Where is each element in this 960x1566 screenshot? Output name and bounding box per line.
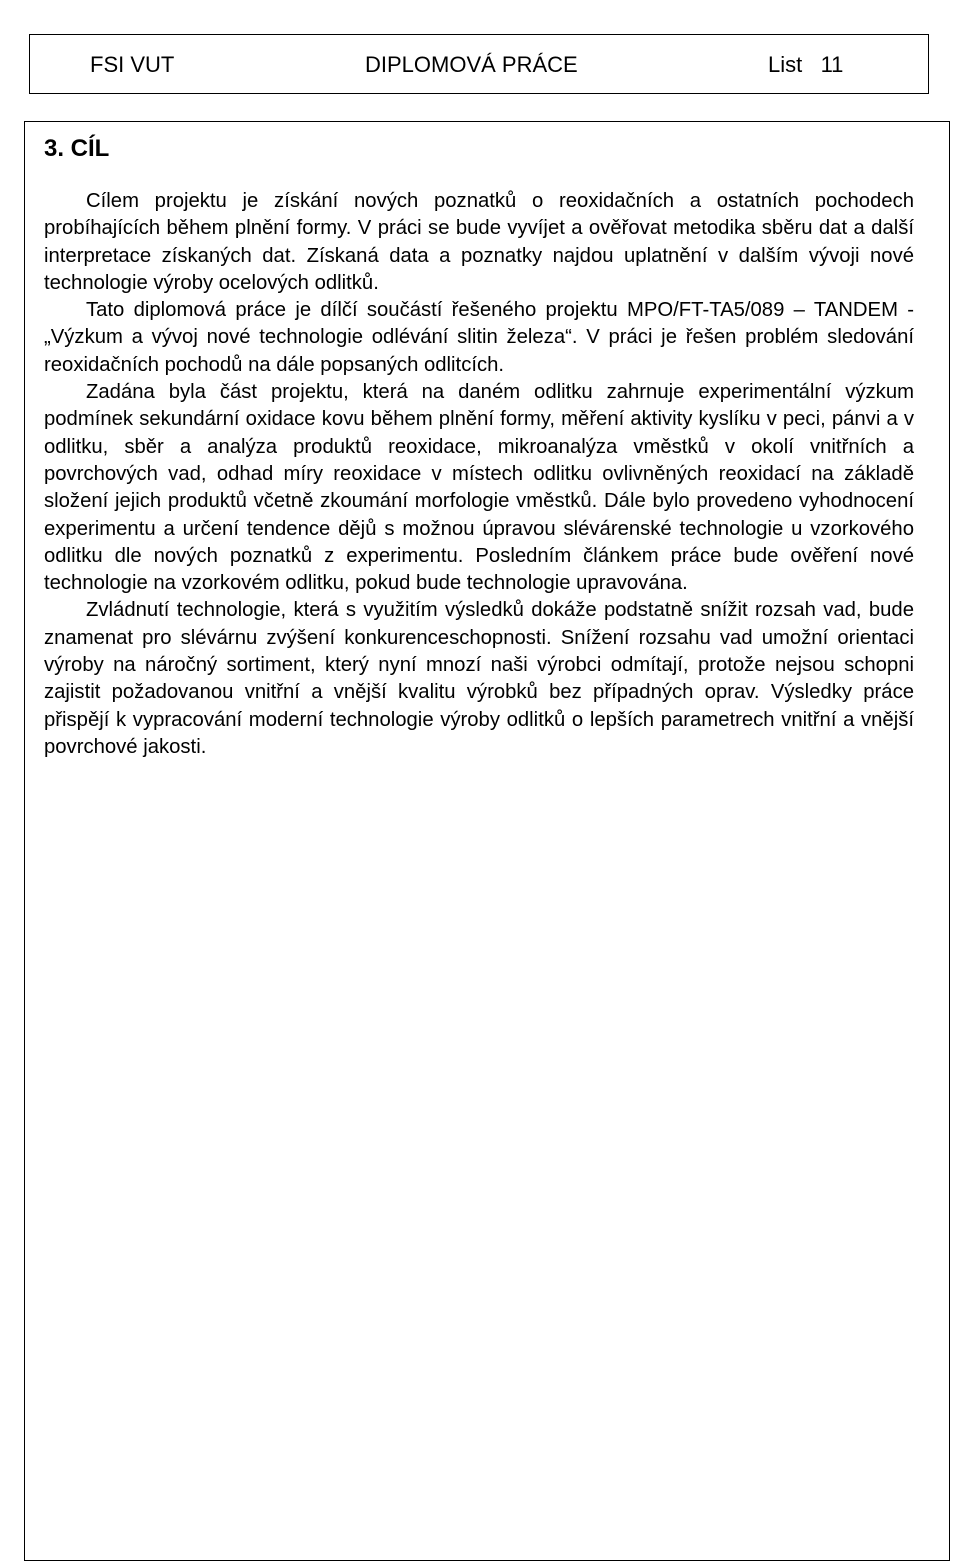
header-page-number: List 11 bbox=[768, 52, 844, 77]
paragraph: Zvládnutí technologie, která s využitím výsledků dokáže podstatně snížit rozsah vad, bude znamenat pro slévárnu zvýšení konkurenceschopnosti. Snížení rozsahu vad umožní orientaci výroby na náročný sortiment, který nyní mnozí naši výrobci odmítají, protože nejsou schopni zajistit požadovanou vnitřní a vnější kvalitu výrobků bez případných oprav. Výsledky práce přispějí k vypracování moderní technologie výroby odlitků o lepších parametrech vnitřní a vnější povrchové jakosti. bbox=[44, 599, 914, 758]
paragraph: Tato diplomová práce je dílčí součástí řešeného projektu MPO/FT-TA5/089 – TANDEM - „Výzkum a vývoj nové technologie odlévání slitin železa“. V práci je řešen problém sledování reoxidačních pochodů na dále popsaných odlitcích. bbox=[44, 299, 914, 376]
header-faculty: FSI VUT bbox=[90, 52, 175, 77]
paragraph: Zadána byla část projektu, která na daném odlitku zahrnuje experimentální výzkum podmínek sekundární oxidace kovu během plnění formy, měření aktivity kyslíku v peci, pánvi a v odlitku, sběr a analýza produktů reoxidace, mikroanalýza vměstků v okolí vnitřních a povrchových vad, odhad míry reoxidace v místech odlitku ovlivněných reoxidací na základě složení jejich produktů včetně zkoumání morfologie vměstků. Dále bylo provedeno vyhodnocení experimentu a určení tendence dějů s možnou úpravou slévárenské technologie u vzorkového odlitku dle nových poznatků z experimentu. Posledním článkem práce bude ověření nové technologie na vzorkovém odlitku, pokud bude technologie upravována. bbox=[44, 381, 914, 595]
page-header bbox=[29, 34, 929, 94]
paragraph: Cílem projektu je získání nových poznatků o reoxidačních a ostatních pochodech probíhajících během plnění formy. V práci se bude vyvíjet a ověřovat metodika sběru dat a další interpretace získaných dat. Získaná data a poznatky najdou uplatnění v dalším vývoji nové technologie výroby ocelových odlitků. bbox=[44, 190, 914, 294]
section-content bbox=[44, 188, 914, 761]
section-heading: 3. CÍL bbox=[44, 135, 110, 162]
header-document-type: DIPLOMOVÁ PRÁCE bbox=[365, 52, 578, 77]
